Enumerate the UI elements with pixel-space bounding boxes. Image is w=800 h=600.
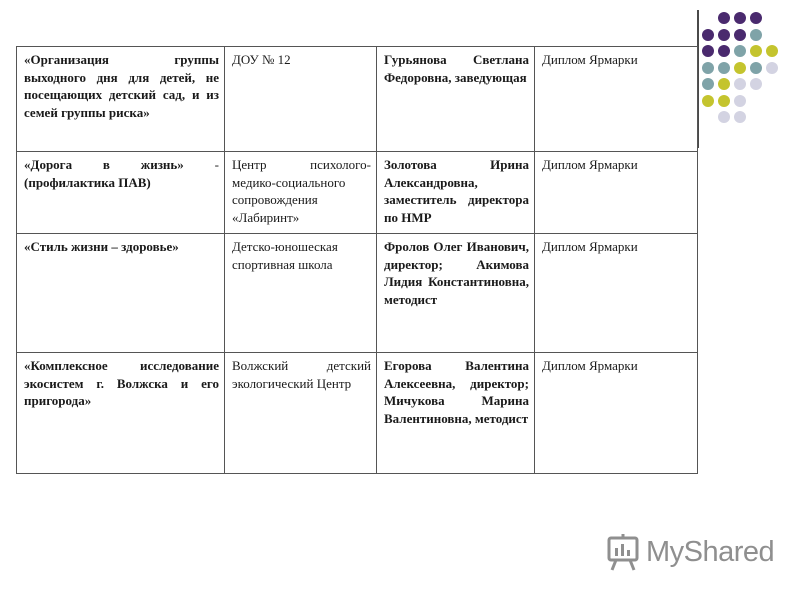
decorative-dot [734,78,746,90]
decorative-dot [718,78,730,90]
award-cell: Диплом Ярмарки [535,353,698,474]
decorative-dot [734,12,746,24]
decorative-dot [750,12,762,24]
decorative-dot [718,111,730,123]
institution-cell: Детско-юношеская спортивная школа [225,234,377,353]
awards-table [16,46,698,474]
decorative-dot [750,62,762,74]
decorative-dot [718,45,730,57]
person-cell: Гурьянова Светлана Федоровна, заведующая [377,47,535,152]
decorative-dot [718,95,730,107]
award-cell: Диплом Ярмарки [535,47,698,152]
presentation-board-icon [606,532,642,572]
project-dash: - [183,157,219,172]
decorative-dot [702,62,714,74]
table-row [17,152,698,234]
decorative-dot [766,45,778,57]
person-cell: Егорова Валентина Алексеевна, директор; Мичукова Марина Валентиновна, методист [377,353,535,474]
decorative-dot [734,95,746,107]
decorative-dot [734,111,746,123]
decorative-dot [702,29,714,41]
project-cell: «Комплексное исследование экосистем г. Волжска и его пригорода» [17,353,225,474]
decorative-dot [702,95,714,107]
decorative-dot [718,29,730,41]
award-cell: Диплом Ярмарки [535,234,698,353]
project-title: «Дорога в жизнь» [24,157,184,172]
award-cell: Диплом Ярмарки [535,152,698,234]
project-subtitle: (профилактика ПАВ) [24,174,151,190]
decorative-dot [750,45,762,57]
decorative-dot [734,62,746,74]
decorative-dot [702,78,714,90]
table-row [17,234,698,353]
person-cell: Фролов Олег Иванович, директор; Акимова Лидия Константиновна, методист [377,234,535,353]
decorative-dot [734,29,746,41]
myshared-watermark [606,532,774,572]
project-cell [17,152,225,234]
decorative-dot [734,45,746,57]
decorative-dot [750,29,762,41]
institution-cell: Центр психолого-медико-социального сопровождения «Лабиринт» [225,152,377,234]
decorative-dot [702,45,714,57]
institution-cell: ДОУ № 12 [225,47,377,152]
table-row [17,47,698,152]
table-row [17,353,698,474]
decorative-dot [750,78,762,90]
watermark-text: MyShared [646,535,775,568]
decorative-dot [766,62,778,74]
project-cell: «Организация группы выходного дня для детей, не посещающих детский сад, и из семей группы риска» [17,47,225,152]
project-cell: «Стиль жизни – здоровье» [17,234,225,353]
institution-cell: Волжский детский экологический Центр [225,353,377,474]
decorative-dot [718,62,730,74]
decorative-dot [718,12,730,24]
person-cell: Золотова Ирина Александровна, заместитель директора по НМР [377,152,535,234]
